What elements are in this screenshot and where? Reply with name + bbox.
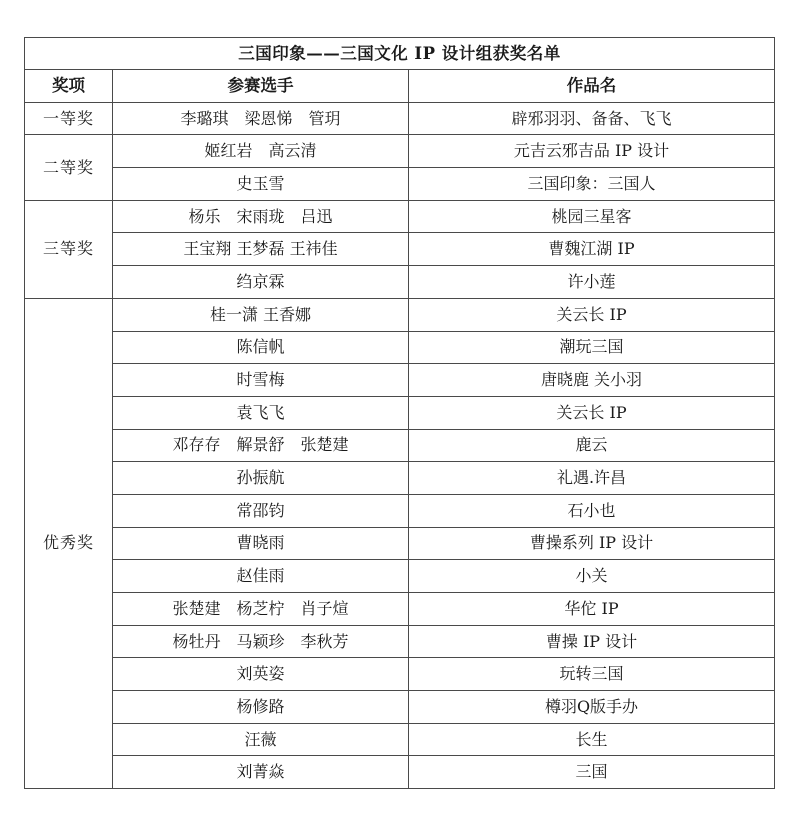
work-title-cell: 石小也 (409, 494, 775, 527)
award-level-cell: 二等奖 (25, 135, 113, 200)
table-row (25, 429, 775, 462)
contestants-cell: 陈信帆 (113, 331, 409, 364)
work-title-cell: 关云长 IP (409, 396, 775, 429)
work-title-cell: 唐晓鹿 关小羽 (409, 364, 775, 397)
work-title-cell: 关云长 IP (409, 298, 775, 331)
table-row (25, 298, 775, 331)
work-title-cell: 华佗 IP (409, 593, 775, 626)
table-row (25, 658, 775, 691)
work-title-cell: 长生 (409, 723, 775, 756)
contestants-cell: 史玉雪 (113, 168, 409, 201)
table-row (25, 396, 775, 429)
title-row (25, 38, 775, 70)
table-row (25, 462, 775, 495)
table-row (25, 200, 775, 233)
work-title-cell: 小关 (409, 560, 775, 593)
contestants-cell: 孙振航 (113, 462, 409, 495)
contestants-cell: 袁飞飞 (113, 396, 409, 429)
work-title-cell: 玩转三国 (409, 658, 775, 691)
table-row (25, 168, 775, 201)
award-level-cell: 一等奖 (25, 102, 113, 135)
work-title-cell: 元吉云邪吉品 IP 设计 (409, 135, 775, 168)
contestants-cell: 刘英姿 (113, 658, 409, 691)
award-level-cell: 三等奖 (25, 200, 113, 298)
contestants-cell: 姬红岩 高云清 (113, 135, 409, 168)
table-row (25, 135, 775, 168)
work-title-cell: 桃园三星客 (409, 200, 775, 233)
table-title: 三国印象——三国文化 IP 设计组获奖名单 (25, 38, 775, 70)
contestants-cell: 常邵钧 (113, 494, 409, 527)
table-row (25, 756, 775, 789)
table-row (25, 364, 775, 397)
table-row (25, 331, 775, 364)
table-row (25, 560, 775, 593)
award-table-body (25, 38, 775, 789)
contestants-cell: 张楚建 杨芝柠 肖子煊 (113, 593, 409, 626)
work-title-cell: 曹魏江湖 IP (409, 233, 775, 266)
contestants-cell: 赵佳雨 (113, 560, 409, 593)
award-level-cell: 优秀奖 (25, 298, 113, 788)
work-title-cell: 曹操系列 IP 设计 (409, 527, 775, 560)
contestants-cell: 时雪梅 (113, 364, 409, 397)
contestants-cell: 杨修路 (113, 691, 409, 724)
work-title-cell: 曹操 IP 设计 (409, 625, 775, 658)
contestants-cell: 桂一潇 王香娜 (113, 298, 409, 331)
award-list-table (24, 37, 775, 789)
table-row (25, 527, 775, 560)
contestants-cell: 邓存存 解景舒 张楚建 (113, 429, 409, 462)
work-title-cell: 许小莲 (409, 266, 775, 299)
work-title-cell: 辟邪羽羽、备备、飞飞 (409, 102, 775, 135)
table-row (25, 593, 775, 626)
work-title-cell: 三国印象：三国人 (409, 168, 775, 201)
contestants-cell: 绉京霖 (113, 266, 409, 299)
header-award: 奖项 (25, 70, 113, 103)
table-row (25, 233, 775, 266)
table-row (25, 102, 775, 135)
contestants-cell: 曹晓雨 (113, 527, 409, 560)
work-title-cell: 潮玩三国 (409, 331, 775, 364)
work-title-cell: 三国 (409, 756, 775, 789)
work-title-cell: 礼遇.许昌 (409, 462, 775, 495)
table-row (25, 625, 775, 658)
contestants-cell: 汪薇 (113, 723, 409, 756)
header-work: 作品名 (409, 70, 775, 103)
table-row (25, 266, 775, 299)
work-title-cell: 樽羽Q版手办 (409, 691, 775, 724)
contestants-cell: 杨牡丹 马颖珍 李秋芳 (113, 625, 409, 658)
table-row (25, 723, 775, 756)
header-row (25, 70, 775, 103)
contestants-cell: 杨乐 宋雨珑 吕迅 (113, 200, 409, 233)
contestants-cell: 李璐琪 梁恩悌 管玥 (113, 102, 409, 135)
contestants-cell: 刘菁焱 (113, 756, 409, 789)
header-contestants: 参赛选手 (113, 70, 409, 103)
table-row (25, 691, 775, 724)
contestants-cell: 王宝翔 王梦磊 王祎佳 (113, 233, 409, 266)
work-title-cell: 鹿云 (409, 429, 775, 462)
table-row (25, 494, 775, 527)
